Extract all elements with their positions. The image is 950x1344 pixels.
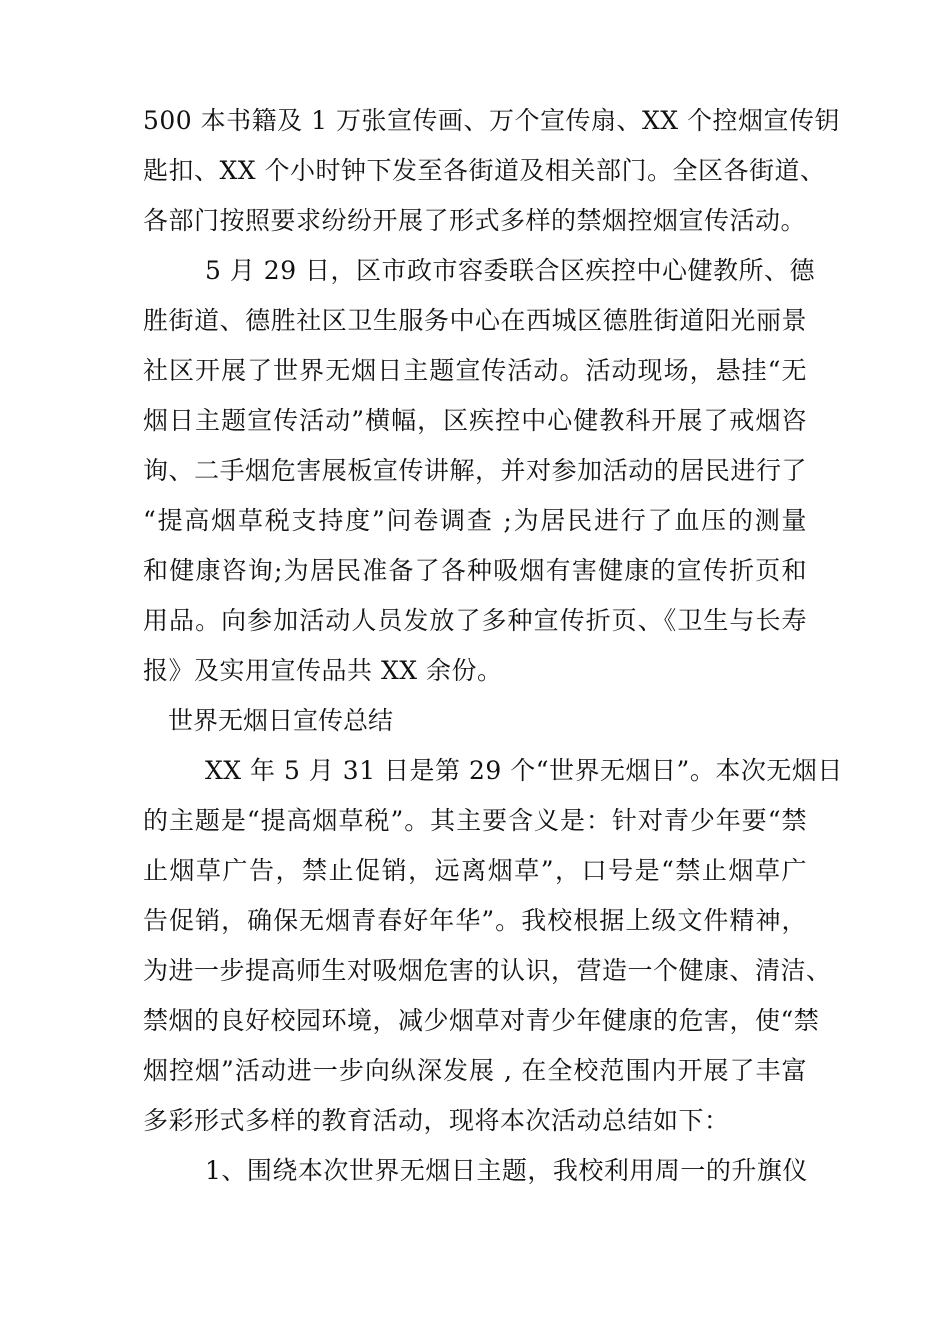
text-line: 1、围绕本次世界无烟日主题，我校利用周一的升旗仪 (205, 1156, 808, 1185)
text-line: 禁烟的良好校园环境，减少烟草对青少年健康的危害，使“禁 (143, 1006, 820, 1035)
text-line: 和健康咨询;为居民准备了各种吸烟有害健康的宣传折页和 (143, 556, 807, 585)
text-line: 5 月 29 日，区市政市容委联合区疾控中心健教所、德 (205, 256, 816, 285)
text-line: 的主题是“提高烟草税”。其主要含义是：针对青少年要“禁 (143, 806, 807, 835)
text-line: 烟控烟”活动进一步向纵深发展 , 在全校范围内开展了丰富 (143, 1056, 807, 1085)
text-line: XX 年 5 月 31 日是第 29 个“世界无烟日”。本次无烟日 (205, 756, 843, 785)
text-line: 用品。向参加活动人员发放了多种宣传折页、《卫生与长寿 (143, 606, 807, 635)
text-line: 止烟草广告，禁止促销，远离烟草”，口号是“禁止烟草广 (143, 856, 807, 885)
text-line: 烟日主题宣传活动”横幅，区疾控中心健教科开展了戒烟咨 (143, 406, 807, 435)
paragraph-world-no-tobacco-day (143, 746, 843, 1146)
paragraph-item-1 (143, 1146, 807, 1196)
text-line: 500 本书籍及 1 万张宣传画、万个宣传扇、XX 个控烟宣传钥 (143, 106, 841, 135)
paragraph-distribution (143, 96, 841, 246)
text-line: 社区开展了世界无烟日主题宣传活动。活动现场，悬挂“无 (143, 356, 807, 385)
text-line: “提高烟草税支持度”问卷调查 ;为居民进行了血压的测量 (143, 506, 807, 535)
text-line: 询、二手烟危害展板宣传讲解，并对参加活动的居民进行了 (143, 456, 807, 485)
text-line: 报》及实用宣传品共 XX 余份。 (143, 656, 503, 685)
section-heading-text: 世界无烟日宣传总结 (168, 706, 394, 735)
text-line: 告促销，确保无烟青春好年华”。我校根据上级文件精神， (143, 906, 807, 935)
text-line: 各部门按照要求纷纷开展了形式多样的禁烟控烟宣传活动。 (143, 206, 807, 235)
text-line: 为进一步提高师生对吸烟危害的认识，营造一个健康、清洁、 (143, 956, 832, 985)
document-body (143, 96, 843, 1196)
text-line: 胜街道、德胜社区卫生服务中心在西城区德胜街道阳光丽景 (143, 306, 807, 335)
text-line: 匙扣、XX 个小时钟下发至各街道及相关部门。全区各街道、 (143, 156, 826, 185)
paragraph-may-29-event (143, 246, 816, 696)
section-heading (143, 696, 807, 746)
text-line: 多彩形式多样的教育活动，现将本次活动总结如下： (143, 1106, 730, 1135)
